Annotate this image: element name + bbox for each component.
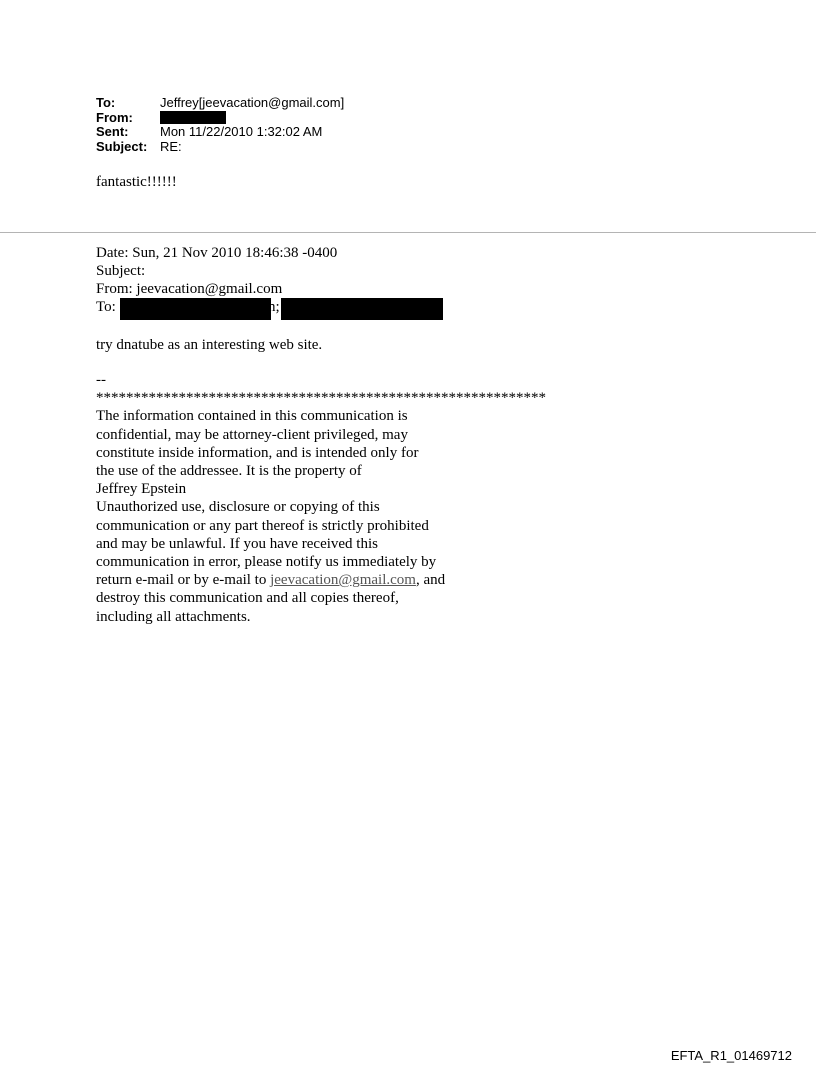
signature-block	[96, 371, 546, 626]
from-row	[96, 111, 344, 126]
message-body: try dnatube as an interesting web site.	[96, 337, 323, 353]
subject-value: RE:	[160, 138, 182, 154]
signature-link-line	[96, 571, 546, 589]
sent-row	[96, 125, 344, 140]
signature-line: communication in error, please notify us immediately by	[96, 554, 437, 571]
original-from: From: jeevacation@gmail.com	[96, 281, 283, 297]
signature-line: Unauthorized use, disclosure or copying of this	[96, 499, 380, 516]
email-link[interactable]: jeevacation@gmail.com	[270, 572, 416, 589]
signature-line: the use of the addressee. It is the property of	[96, 463, 362, 480]
signature-line: constitute inside information, and is intended only for	[96, 444, 419, 461]
signature-line: The information contained in this communication is	[96, 408, 408, 425]
signature-line: and may be unlawful. If you have received this	[96, 535, 378, 552]
original-date: Date: Sun, 21 Nov 2010 18:46:38 -0400	[96, 245, 338, 261]
from-label: From:	[96, 109, 133, 125]
original-to-label: To:	[96, 299, 116, 315]
original-subject: Subject:	[96, 263, 146, 279]
signature-line-prefix: return e-mail or by e-mail to	[96, 572, 271, 589]
original-to	[96, 298, 337, 316]
document-id: EFTA_R1_01469712	[670, 1048, 792, 1063]
email-header	[96, 96, 344, 154]
signature-line: confidential, may be attorney-client privileged, may	[96, 426, 408, 443]
original-message-header	[96, 244, 337, 316]
signature-line: including all attachments.	[96, 608, 251, 625]
signature-dashes: --	[96, 372, 106, 388]
redaction-bar	[281, 298, 443, 320]
redaction-bar	[120, 298, 271, 320]
sent-label: Sent:	[96, 124, 129, 139]
reply-text: fantastic!!!!!!	[96, 174, 177, 190]
signature-stars: ************************************************************	[96, 390, 546, 407]
subject-row	[96, 140, 344, 155]
divider	[0, 232, 816, 233]
signature-line: Jeffrey Epstein	[96, 481, 187, 498]
subject-label: Subject:	[96, 138, 148, 154]
redaction-bar	[160, 111, 226, 124]
to-value: Jeffrey[jeevacation@gmail.com]	[160, 95, 345, 110]
signature-line-suffix: , and	[415, 572, 446, 589]
to-row	[96, 96, 344, 111]
sent-value: Mon 11/22/2010 1:32:02 AM	[160, 124, 323, 139]
original-to-fragment: n;	[268, 299, 280, 315]
to-label: To:	[96, 95, 116, 110]
signature-line: communication or any part thereof is strictly prohibited	[96, 517, 429, 534]
signature-line: destroy this communication and all copies thereof,	[96, 590, 399, 607]
